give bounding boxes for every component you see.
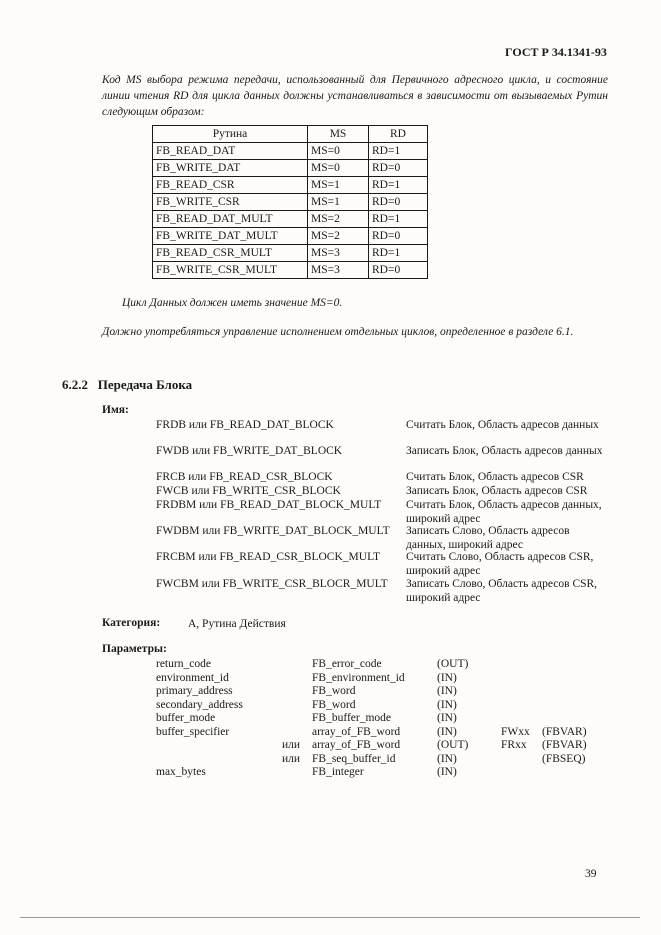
params-label: Параметры:: [102, 643, 167, 655]
param-type: FB_error_code: [312, 658, 382, 670]
param-name: environment_id: [156, 671, 229, 684]
param-type: FB_environment_id: [312, 671, 405, 684]
name-entry: FWDBM или FB_WRITE_DAT_BLOCK_MULT: [156, 525, 390, 537]
param-type: FB_seq_buffer_id: [312, 752, 396, 765]
routine-cell: FB_WRITE_CSR_MULT: [153, 262, 308, 279]
table-row: [153, 245, 428, 262]
name-entry: FWDB или FB_WRITE_DAT_BLOCK: [156, 445, 343, 457]
routine-cell: FB_WRITE_CSR: [153, 194, 308, 211]
routine-cell: FB_WRITE_DAT_MULT: [153, 228, 308, 245]
header-rd: RD: [369, 126, 428, 143]
param-direction: (IN): [437, 712, 457, 724]
param-type: FB_word: [312, 698, 356, 711]
rd-cell: RD=1: [369, 211, 428, 228]
param-code: FRxx: [501, 739, 527, 751]
param-direction: (IN): [437, 725, 457, 738]
param-name: return_code: [156, 658, 211, 670]
name-description: Записать Слово, Область адресов данных, широкий адрес: [406, 525, 570, 551]
ms-cell: MS=3: [308, 262, 369, 279]
rd-cell: RD=0: [369, 194, 428, 211]
bottom-rule: [20, 917, 640, 918]
param-or: или: [282, 752, 301, 765]
ms-cell: MS=0: [308, 160, 369, 177]
ms-cell: MS=0: [308, 143, 369, 160]
rd-cell: RD=1: [369, 245, 428, 262]
table-row: [153, 194, 428, 211]
param-or: или: [282, 739, 301, 751]
table-row: [153, 177, 428, 194]
table-row: [153, 262, 428, 279]
name-entry: FRCB или FB_READ_CSR_BLOCK: [156, 471, 333, 483]
param-var: (FBSEQ): [542, 752, 586, 765]
name-entry: FRCBM или FB_READ_CSR_BLOCK_MULT: [156, 551, 381, 563]
rd-cell: RD=1: [369, 143, 428, 160]
param-type: array_of_FB_word: [312, 739, 401, 751]
ms-cell: MS=2: [308, 228, 369, 245]
param-type: array_of_FB_word: [312, 725, 401, 738]
rd-cell: RD=0: [369, 228, 428, 245]
page-number: 39: [585, 868, 597, 880]
param-direction: (IN): [437, 766, 457, 778]
rd-cell: RD=0: [369, 160, 428, 177]
ms-cell: MS=2: [308, 211, 369, 228]
param-var: (FBVAR): [542, 725, 587, 738]
param-type: FB_integer: [312, 766, 364, 778]
name-description: Считать Блок, Область адресов данных: [406, 419, 599, 431]
param-direction: (IN): [437, 698, 457, 711]
name-description: Считать Блок, Область адресов CSR: [406, 471, 584, 483]
name-entry: FWCB или FB_WRITE_CSR_BLOCK: [156, 485, 341, 497]
table-row: [153, 228, 428, 245]
header-ms: MS: [308, 126, 369, 143]
param-name: buffer_mode: [156, 712, 216, 724]
table-row: [153, 211, 428, 228]
section-number: 6.2.2: [62, 377, 88, 392]
param-direction: (IN): [437, 752, 457, 765]
name-description: Записать Слово, Область адресов CSR, широкий адрес: [406, 578, 598, 604]
param-type: FB_word: [312, 685, 356, 697]
control-note: Должно употребляться управление исполнением отдельных циклов, определенное в разделе 6.1.: [102, 326, 574, 338]
section-heading: [62, 377, 192, 393]
name-description: Записать Блок, Область адресов данных: [406, 445, 603, 457]
name-entry: FRDBM или FB_READ_DAT_BLOCK_MULT: [156, 499, 382, 511]
routine-cell: FB_READ_CSR: [153, 177, 308, 194]
ms-cell: MS=1: [308, 194, 369, 211]
param-name: secondary_address: [156, 698, 243, 711]
name-description: Считать Слово, Область адресов CSR, широкий адрес: [406, 551, 594, 577]
name-description: Записать Блок, Область адресов CSR: [406, 485, 588, 497]
cycle-note: Цикл Данных должен иметь значение MS=0.: [122, 297, 343, 309]
param-code: FWxx: [501, 725, 530, 738]
param-direction: (OUT): [437, 658, 469, 670]
param-type: FB_buffer_mode: [312, 712, 392, 724]
names-label: Имя:: [102, 404, 129, 416]
name-description: Считать Блок, Область адресов данных, широкий адрес: [406, 499, 602, 525]
table-header-row: [153, 126, 428, 143]
category-label: Категория:: [102, 617, 161, 629]
rd-cell: RD=0: [369, 262, 428, 279]
table-row: [153, 160, 428, 177]
param-direction: (IN): [437, 685, 457, 697]
param-direction: (OUT): [437, 739, 469, 751]
param-direction: (IN): [437, 671, 457, 684]
intro-paragraph: Код MS выбора режима передачи, использованный для Первичного адресного цикла, и состояние линии чтения RD для цикла данных должны устанавливаться в зависимости от вызываемых Рутин следующим образом:: [102, 74, 608, 118]
routine-cell: FB_READ_DAT_MULT: [153, 211, 308, 228]
param-name: primary_address: [156, 685, 233, 697]
header-routine: Рутина: [153, 126, 308, 143]
routine-cell: FB_WRITE_DAT: [153, 160, 308, 177]
section-title: Передача Блока: [97, 377, 193, 392]
routine-cell: FB_READ_DAT: [153, 143, 308, 160]
ms-rd-table: [152, 125, 428, 279]
param-var: (FBVAR): [542, 739, 587, 751]
ms-cell: MS=3: [308, 245, 369, 262]
routine-cell: FB_READ_CSR_MULT: [153, 245, 308, 262]
param-name: buffer_specifier: [156, 725, 230, 738]
param-name: max_bytes: [156, 766, 206, 778]
table-row: [153, 143, 428, 160]
name-entry: FWCBM или FB_WRITE_CSR_BLOCR_MULT: [156, 578, 388, 590]
document-header: ГОСТ Р 34.1341-93: [505, 45, 607, 59]
rd-cell: RD=1: [369, 177, 428, 194]
ms-cell: MS=1: [308, 177, 369, 194]
category-value: А, Рутина Действия: [188, 618, 286, 630]
name-entry: FRDB или FB_READ_DAT_BLOCK: [156, 419, 334, 431]
